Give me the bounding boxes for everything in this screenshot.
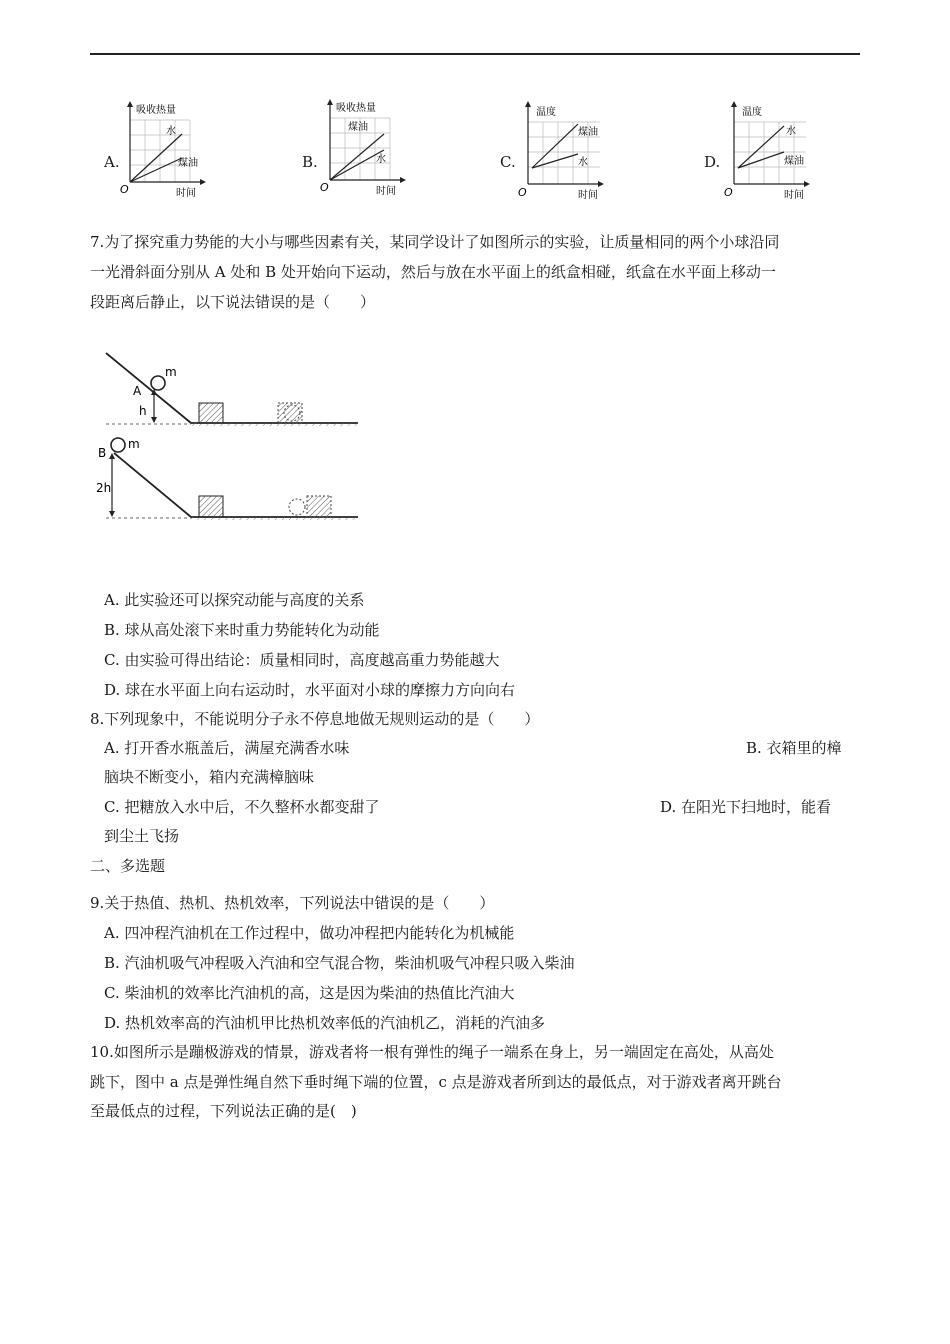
lower-line-label: 水 <box>376 154 386 165</box>
y-label: 温度 <box>536 107 556 118</box>
upper-setup <box>106 353 358 426</box>
x-label: 时间 <box>578 190 598 200</box>
q7-stem-line-1: 7.为了探究重力势能的大小与哪些因素有关，某同学设计了如图所示的实验，让质量相同的两个小球沿同 <box>90 233 780 251</box>
lower-line-label: 煤油 <box>784 156 804 167</box>
upper-box <box>199 403 223 423</box>
label-h: h <box>139 404 147 418</box>
y-label: 吸收热量 <box>136 105 176 116</box>
upper-line-label: 煤油 <box>348 122 368 133</box>
y-label: 吸收热量 <box>336 103 376 114</box>
upper-line-label: 水 <box>166 126 176 137</box>
lower-setup <box>96 437 358 520</box>
upper-line <box>130 134 182 182</box>
q7-stem-line-3: 段距离后静止，以下说法错误的是（ ） <box>90 293 376 311</box>
label-m-lower: m <box>128 437 140 451</box>
q6-option-d-letter: D. <box>704 153 721 171</box>
lower-box <box>199 496 223 517</box>
q6-graph-d <box>722 100 817 200</box>
q10-stem-line-1: 10.如图所示是蹦极游戏的情景，游戏者将一根有弹性的绳子一端系在身上，另一端固定在高处，从高处 <box>90 1043 774 1061</box>
lower-line-label: 煤油 <box>178 158 198 169</box>
q6-option-a-letter: A. <box>104 153 120 171</box>
q6-option-b-letter: B. <box>302 153 318 171</box>
header-rule <box>90 53 860 55</box>
origin-label: O <box>320 181 329 194</box>
q8-option-d-part1: D. 在阳光下扫地时，能看 <box>660 798 832 816</box>
q8-option-c: C. 把糖放入水中后，不久整杯水都变甜了 <box>104 798 380 816</box>
q10-stem-line-3: 至最低点的过程，下列说法正确的是( ) <box>90 1102 357 1120</box>
q7-option-c: C. 由实验可得出结论：质量相同时，高度越高重力势能越大 <box>104 651 500 669</box>
q7-incline-figure <box>96 345 366 530</box>
q6-graph-a <box>118 100 213 200</box>
label-a: A <box>133 384 142 398</box>
label-2h: 2h <box>96 481 112 495</box>
lower-ball <box>111 438 125 452</box>
lower-line <box>130 158 182 182</box>
upper-ball <box>151 376 165 390</box>
q8-stem: 8.下列现象中，不能说明分子永不停息地做无规则运动的是（ ） <box>90 710 540 728</box>
q8-option-b-part1: B. 衣箱里的樟 <box>746 739 842 757</box>
origin-label: O <box>120 183 129 196</box>
lower-line-label: 水 <box>578 157 588 168</box>
lower-ball-ghost <box>289 499 305 515</box>
origin-label: O <box>518 186 527 199</box>
q6-graph-c <box>516 100 611 200</box>
lower-incline <box>114 453 191 517</box>
q10-stem-line-2: 跳下，图中 a 点是弹性绳自然下垂时绳下端的位置，c 点是游戏者所到达的最低点，对于游戏者离开跳台 <box>90 1073 782 1091</box>
q7-stem-line-2: 一光滑斜面分别从 A 处和 B 处开始向下运动，然后与放在水平面上的纸盒相碰，纸盒在水平面上移动一 <box>90 263 776 281</box>
q6-option-c-letter: C. <box>500 153 516 171</box>
section-heading: 二、多选题 <box>90 857 166 875</box>
q9-stem: 9.关于热值、热机、热机效率，下列说法中错误的是（ ） <box>90 894 495 912</box>
upper-incline <box>106 353 191 423</box>
q7-option-b: B. 球从高处滚下来时重力势能转化为动能 <box>104 621 380 639</box>
q8-option-b-part2: 脑块不断变小，箱内充满樟脑味 <box>104 768 315 786</box>
q6-graph-b <box>318 98 413 198</box>
q7-option-a: A. 此实验还可以探究动能与高度的关系 <box>104 591 365 609</box>
label-m-upper: m <box>165 365 177 379</box>
upper-line-label: 煤油 <box>578 127 598 138</box>
q7-option-d: D. 球在水平面上向右运动时，水平面对小球的摩擦力方向向右 <box>104 681 516 699</box>
y-label: 温度 <box>742 107 762 118</box>
x-label: 时间 <box>176 188 196 199</box>
q9-option-a: A. 四冲程汽油机在工作过程中，做功冲程把内能转化为机械能 <box>104 924 515 942</box>
upper-line-label: 水 <box>786 126 796 137</box>
origin-label: O <box>724 186 733 199</box>
q9-option-c: C. 柴油机的效率比汽油机的高，这是因为柴油的热值比汽油大 <box>104 984 515 1002</box>
lower-line <box>738 152 784 168</box>
q9-option-d: D. 热机效率高的汽油机甲比热机效率低的汽油机乙，消耗的汽油多 <box>104 1014 546 1032</box>
upper-box-moved <box>278 403 302 423</box>
x-label: 时间 <box>376 186 396 197</box>
label-b: B <box>98 446 107 460</box>
q8-option-d-part2: 到尘土飞扬 <box>104 827 180 845</box>
x-label: 时间 <box>784 190 804 200</box>
q9-option-b: B. 汽油机吸气冲程吸入汽油和空气混合物，柴油机吸气冲程只吸入柴油 <box>104 954 575 972</box>
lower-box-moved <box>307 496 331 517</box>
upper-line <box>738 126 784 168</box>
q8-option-a: A. 打开香水瓶盖后，满屋充满香水味 <box>104 739 350 757</box>
